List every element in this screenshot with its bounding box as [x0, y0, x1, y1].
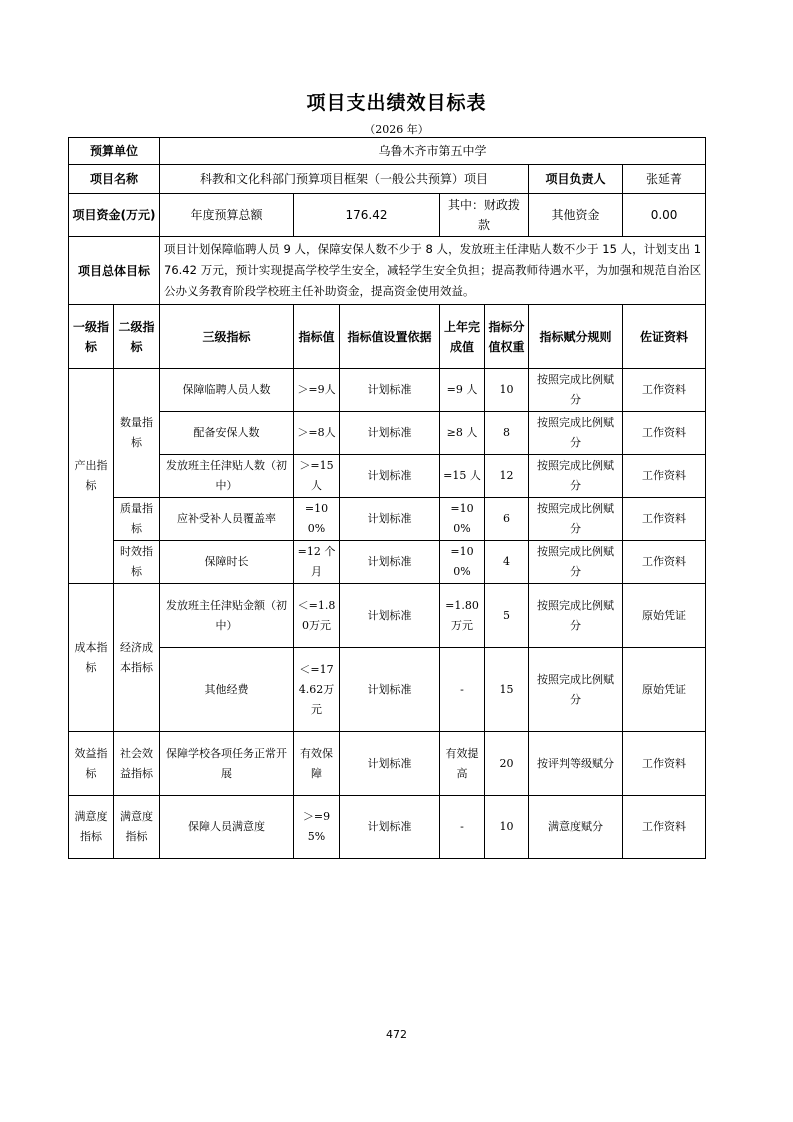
indicator-weight: 20: [485, 732, 529, 796]
indicator-evidence: 工作资料: [623, 455, 706, 498]
header-l2: 二级指标: [114, 305, 160, 369]
indicator-basis: 计划标准: [340, 648, 440, 732]
indicator-name: 发放班主任津贴人数（初中）: [160, 455, 294, 498]
indicator-rule: 按照完成比例赋分: [529, 541, 623, 584]
funds-label: 项目资金(万元): [69, 194, 160, 237]
subgroup-quantity: 数量指标: [114, 369, 160, 498]
goal-row: [69, 237, 706, 305]
header-evidence: 佐证资料: [623, 305, 706, 369]
indicator-evidence: 原始凭证: [623, 648, 706, 732]
group-output: 产出指标: [69, 369, 114, 584]
indicator-value: =100%: [294, 498, 340, 541]
table-row: [69, 369, 706, 412]
table-row: [69, 541, 706, 584]
indicator-name: 其他经费: [160, 648, 294, 732]
indicator-evidence: 工作资料: [623, 732, 706, 796]
indicator-rule: 按评判等级赋分: [529, 732, 623, 796]
header-weight: 指标分值权重: [485, 305, 529, 369]
header-rule: 指标赋分规则: [529, 305, 623, 369]
indicator-last: =9 人: [440, 369, 485, 412]
indicator-rule: 满意度赋分: [529, 796, 623, 859]
indicator-basis: 计划标准: [340, 412, 440, 455]
table-row: [69, 584, 706, 648]
indicator-evidence: 工作资料: [623, 369, 706, 412]
indicator-rule: 按照完成比例赋分: [529, 412, 623, 455]
leader-label: 项目负责人: [529, 165, 623, 194]
goal-label: 项目总体目标: [69, 237, 160, 305]
table-row: [69, 455, 706, 498]
page-title: 项目支出绩效目标表: [306, 92, 487, 114]
indicator-value: ＞=95%: [294, 796, 340, 859]
indicator-basis: 计划标准: [340, 498, 440, 541]
project-name-label: 项目名称: [69, 165, 160, 194]
header-last: 上年完成值: [440, 305, 485, 369]
performance-table: [68, 137, 706, 859]
indicator-weight: 5: [485, 584, 529, 648]
subgroup-social: 社会效益指标: [114, 732, 160, 796]
indicator-name: 保障时长: [160, 541, 294, 584]
project-name-value: 科教和文化科部门预算项目框架（一般公共预算）项目: [160, 165, 529, 194]
table-row: [69, 648, 706, 732]
unit-label: 预算单位: [69, 138, 160, 165]
indicator-last: =100%: [440, 541, 485, 584]
indicator-weight: 15: [485, 648, 529, 732]
indicator-last: -: [440, 796, 485, 859]
funds-row: [69, 194, 706, 237]
indicator-name: 保障临聘人员人数: [160, 369, 294, 412]
indicator-rule: 按照完成比例赋分: [529, 584, 623, 648]
indicator-weight: 4: [485, 541, 529, 584]
indicator-last: =15 人: [440, 455, 485, 498]
subgroup-satisfaction: 满意度指标: [114, 796, 160, 859]
indicator-value: ＞=8人: [294, 412, 340, 455]
indicator-value: =12 个月: [294, 541, 340, 584]
subgroup-quality: 质量指标: [114, 498, 160, 541]
table-row: [69, 796, 706, 859]
indicator-evidence: 工作资料: [623, 796, 706, 859]
page-number: 472: [386, 1028, 407, 1041]
indicator-name: 配备安保人数: [160, 412, 294, 455]
header-row: [69, 305, 706, 369]
indicator-weight: 10: [485, 796, 529, 859]
indicator-last: =1.80万元: [440, 584, 485, 648]
header-l1: 一级指标: [69, 305, 114, 369]
annual-budget-label: 年度预算总额: [160, 194, 294, 237]
header-value: 指标值: [294, 305, 340, 369]
indicator-basis: 计划标准: [340, 584, 440, 648]
indicator-value: ＞=15人: [294, 455, 340, 498]
subgroup-timeliness: 时效指标: [114, 541, 160, 584]
fiscal-label: 其中：财政拨款: [440, 194, 529, 237]
other-label: 其他资金: [529, 194, 623, 237]
indicator-last: 有效提高: [440, 732, 485, 796]
indicator-rule: 按照完成比例赋分: [529, 648, 623, 732]
indicator-basis: 计划标准: [340, 732, 440, 796]
indicator-weight: 8: [485, 412, 529, 455]
indicator-value: ＜=1.80万元: [294, 584, 340, 648]
indicator-weight: 12: [485, 455, 529, 498]
group-benefit: 效益指标: [69, 732, 114, 796]
indicator-basis: 计划标准: [340, 455, 440, 498]
indicator-evidence: 工作资料: [623, 498, 706, 541]
indicator-evidence: 原始凭证: [623, 584, 706, 648]
group-cost: 成本指标: [69, 584, 114, 732]
indicator-name: 保障人员满意度: [160, 796, 294, 859]
header-l3: 三级指标: [160, 305, 294, 369]
subgroup-economic: 经济成本指标: [114, 584, 160, 732]
indicator-last: =100%: [440, 498, 485, 541]
indicator-weight: 6: [485, 498, 529, 541]
leader-value: 张延菁: [623, 165, 706, 194]
indicator-value: ＜=174.62万元: [294, 648, 340, 732]
goal-text: 项目计划保障临聘人员 9 人，保障安保人数不少于 8 人，发放班主任津贴人数不少于 15 人，计划支出 176.42 万元，预计实现提高学校学生安全，减轻学生安全负担；提高教师待遇水平，为加强和规范自治区公办义务教育阶段学校班主任补助资金，提高资金使用效益。: [160, 237, 706, 305]
indicator-basis: 计划标准: [340, 369, 440, 412]
year-label: （2026 年）: [364, 123, 429, 136]
unit-value: 乌鲁木齐市第五中学: [160, 138, 706, 165]
indicator-name: 应补受补人员覆盖率: [160, 498, 294, 541]
indicator-weight: 10: [485, 369, 529, 412]
header-basis: 指标值设置依据: [340, 305, 440, 369]
indicator-value: ＞=9人: [294, 369, 340, 412]
table-row: [69, 498, 706, 541]
indicator-name: 保障学校各项任务正常开展: [160, 732, 294, 796]
indicator-evidence: 工作资料: [623, 412, 706, 455]
indicator-last: ≥8 人: [440, 412, 485, 455]
table-row: [69, 732, 706, 796]
indicator-rule: 按照完成比例赋分: [529, 455, 623, 498]
indicator-basis: 计划标准: [340, 541, 440, 584]
indicator-name: 发放班主任津贴金额（初中）: [160, 584, 294, 648]
indicator-rule: 按照完成比例赋分: [529, 369, 623, 412]
indicator-value: 有效保障: [294, 732, 340, 796]
annual-budget-value: 176.42: [294, 194, 440, 237]
indicator-evidence: 工作资料: [623, 541, 706, 584]
table-row: [69, 412, 706, 455]
project-name-row: [69, 165, 706, 194]
group-satisfaction: 满意度指标: [69, 796, 114, 859]
indicator-basis: 计划标准: [340, 796, 440, 859]
other-value: 0.00: [623, 194, 706, 237]
unit-row: [69, 138, 706, 165]
indicator-rule: 按照完成比例赋分: [529, 498, 623, 541]
indicator-last: -: [440, 648, 485, 732]
